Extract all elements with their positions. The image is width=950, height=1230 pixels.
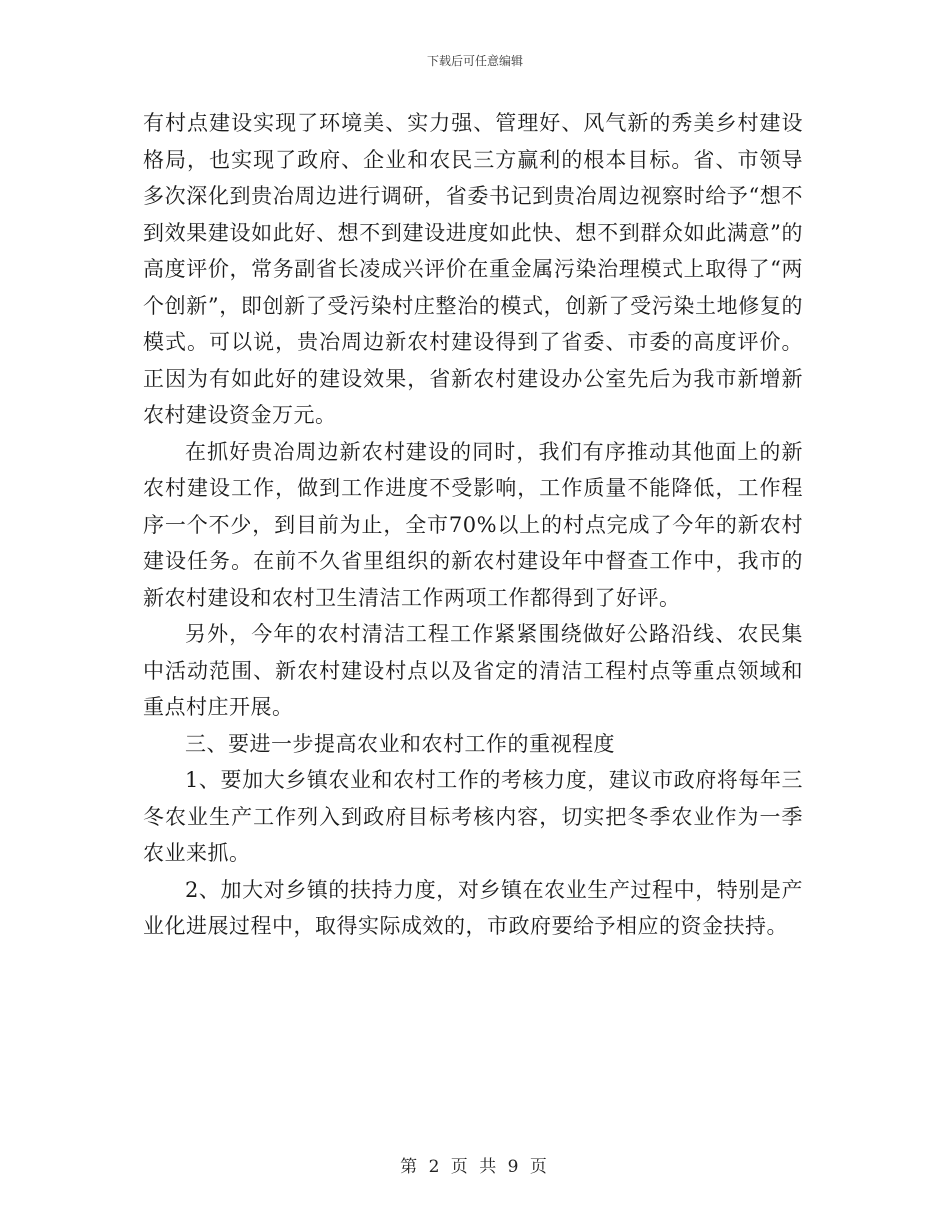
section-heading: 三、要进一步提高农业和农村工作的重视程度: [185, 731, 615, 756]
document-body: [143, 105, 803, 945]
paragraph: 2、加大对乡镇的扶持力度，对乡镇在农业生产过程中，特别是产业化进展过程中，取得实际成效的，市政府要给予相应的资金扶持。: [143, 877, 803, 938]
paragraph: 1、要加大乡镇农业和农村工作的考核力度，建议市政府将每年三冬农业生产工作列入到政府目标考核内容，切实把冬季农业作为一季农业来抓。: [143, 768, 803, 865]
paragraph: 有村点建设实现了环境美、实力强、管理好、风气新的秀美乡村建设格局，也实现了政府、企业和农民三方赢利的根本目标。省、市领导多次深化到贵冶周边进行调研，省委书记到贵冶周边视察时给予“想不到效果建设如此好、想不到建设进度如此快、想不到群众如此满意”的高度评价，常务副省长凌成兴评价在重金属污染治理模式上取得了“两个创新”，即创新了受污染村庄整治的模式，创新了受污染土地修复的模式。可以说，贵冶周边新农村建设得到了省委、市委的高度评价。正因为有如此好的建设效果，省新农村建设办公室先后为我市新增新农村建设资金万元。: [143, 111, 803, 427]
page-header: 下载后可任意编辑: [426, 54, 523, 68]
page-number: 第 2 页 共 9 页: [400, 1157, 550, 1177]
paragraph: 另外，今年的农村清洁工程工作紧紧围绕做好公路沿线、农民集中活动范围、新农村建设村点以及省定的清洁工程村点等重点领域和重点村庄开展。: [143, 622, 803, 719]
paragraph: 在抓好贵冶周边新农村建设的同时，我们有序推动其他面上的新农村建设工作，做到工作进度不受影响，工作质量不能降低，工作程序一个不少，到目前为止，全市70%以上的村点完成了今年的新农村建设任务。在前不久省里组织的新农村建设年中督查工作中，我市的新农村建设和农村卫生清洁工作两项工作都得到了好评。: [143, 439, 803, 610]
